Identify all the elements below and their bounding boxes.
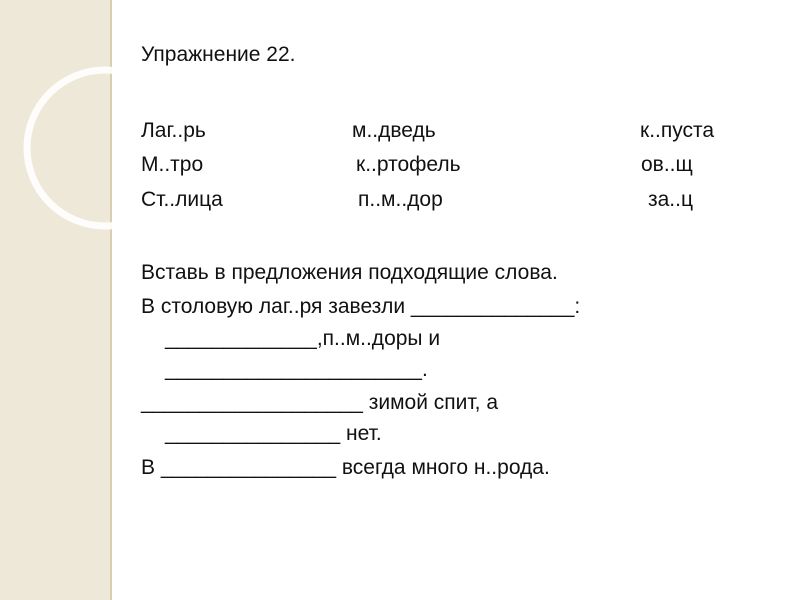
- word-cell: за..ц: [648, 188, 694, 211]
- word-cell: п..м..дор: [358, 188, 443, 211]
- sentence-line: В _______________ всегда много н..рода.: [141, 456, 550, 479]
- exercise-title: Упражнение 22.: [141, 43, 296, 66]
- word-cell: м..дведь: [352, 119, 436, 142]
- word-cell: к..пуста: [640, 119, 715, 142]
- word-cell: к..ртофель: [356, 153, 461, 176]
- word-cell: Ст..лица: [141, 188, 223, 211]
- sentence-line: ___________________ зимой спит, а: [141, 391, 499, 414]
- word-cell: Лаг..рь: [141, 119, 206, 142]
- word-cell: М..тро: [141, 153, 204, 176]
- word-cell: ов..щ: [641, 153, 693, 176]
- sentence-line: В столовую лаг..ря завезли ______________:: [141, 295, 581, 318]
- sentence-line: _______________ нет.: [165, 422, 382, 445]
- sentence-line: ______________________.: [165, 358, 428, 381]
- instruction-text: Вставь в предложения подходящие слова.: [141, 261, 558, 284]
- sentence-line: _____________,п..м..доры и: [165, 327, 441, 350]
